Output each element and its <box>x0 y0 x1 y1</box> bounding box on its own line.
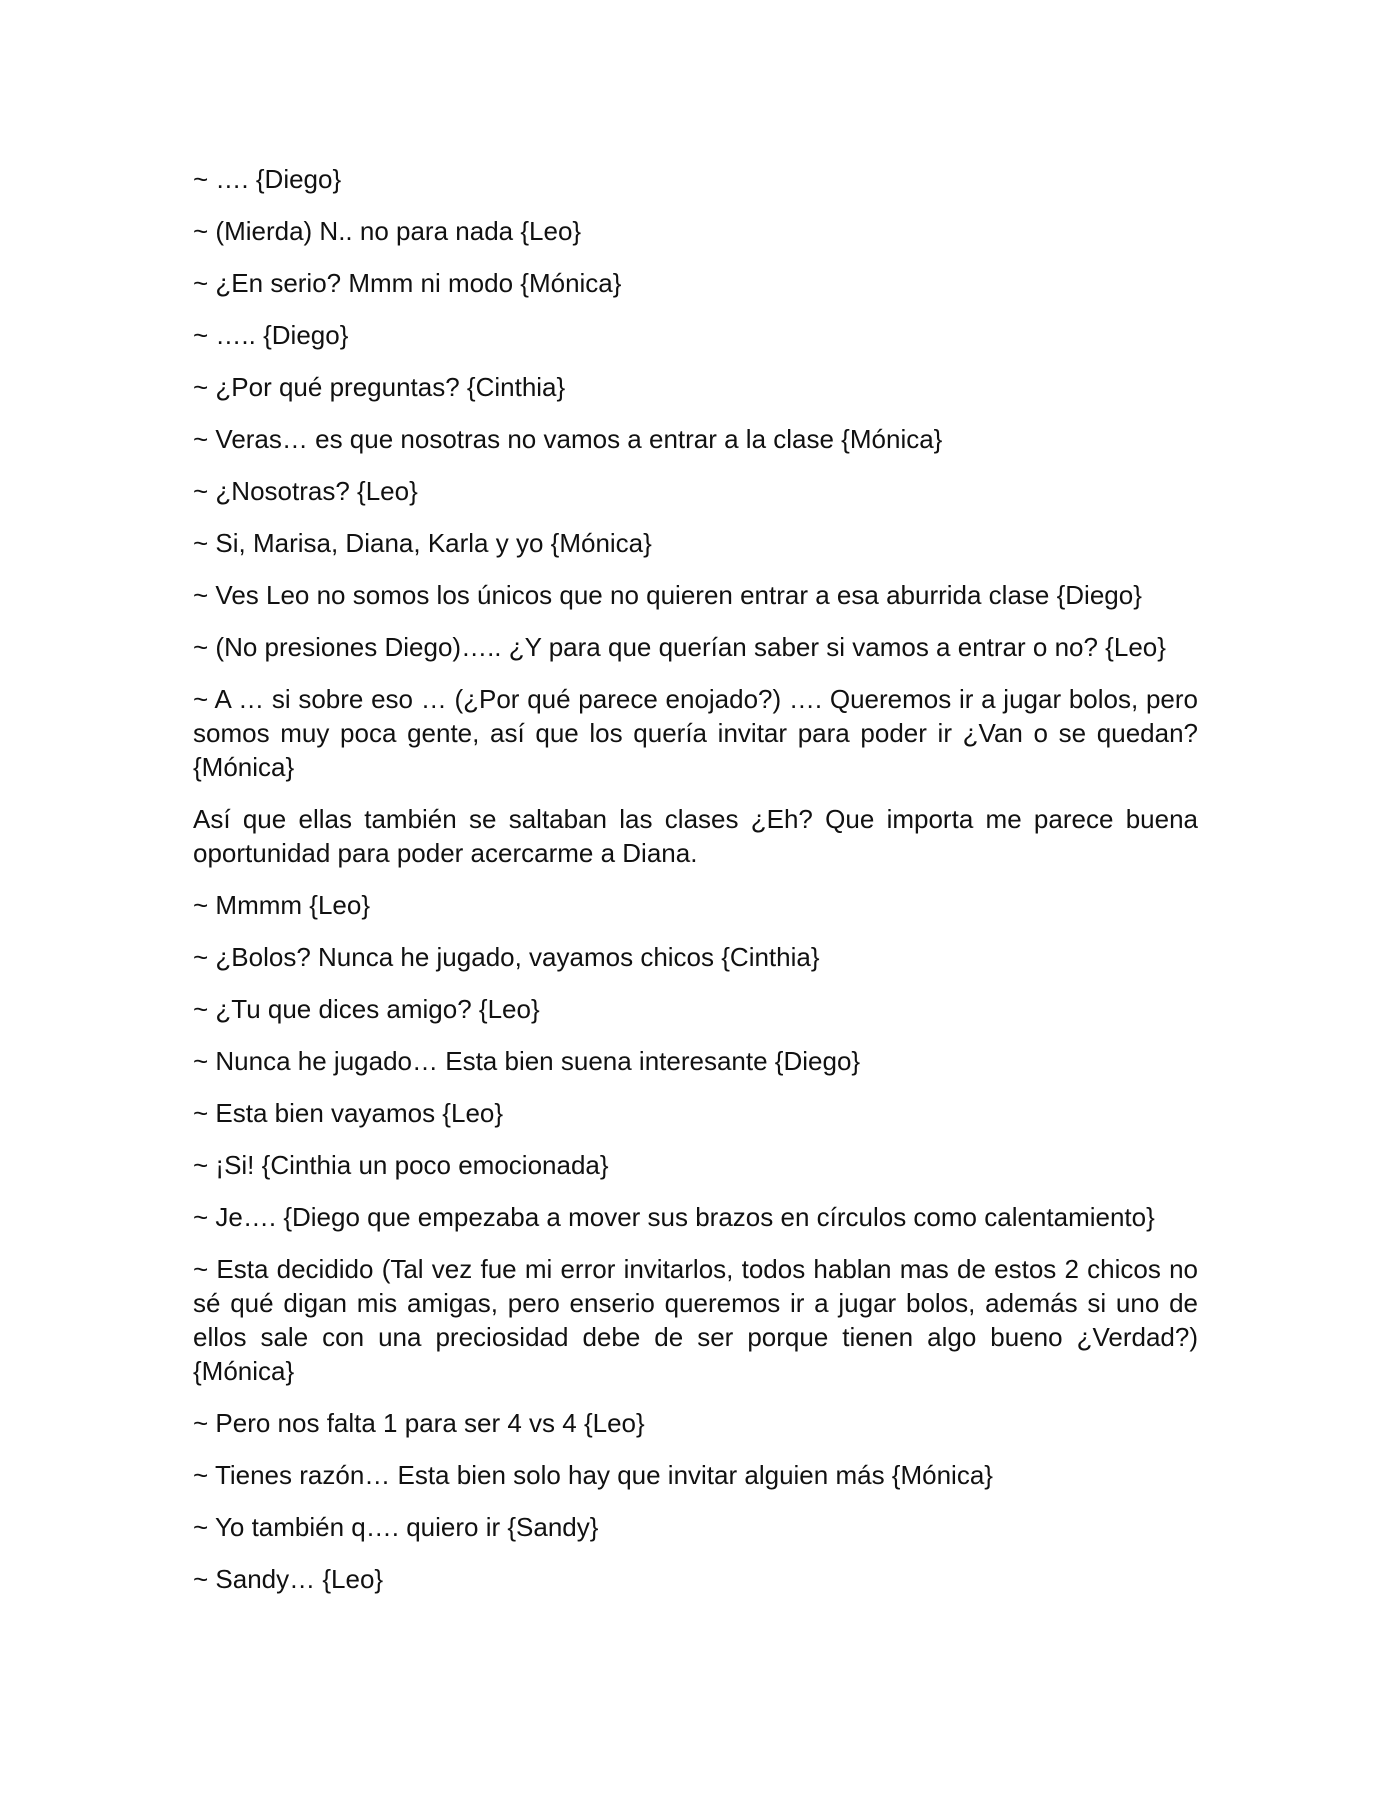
dialogue-line: ~ Mmmm {Leo} <box>193 890 371 920</box>
dialogue-line: ~ Sandy… {Leo} <box>193 1564 384 1594</box>
dialogue-line: ~ (No presiones Diego)….. ¿Y para que querían saber si vamos a entrar o no? {Leo} <box>193 632 1166 662</box>
dialogue-line: ~ ¿Por qué preguntas? {Cinthia} <box>193 372 566 402</box>
dialogue-line: ~ ….. {Diego} <box>193 320 349 350</box>
dialogue-line: ~ Je…. {Diego que empezaba a mover sus brazos en círculos como calentamiento} <box>193 1202 1155 1232</box>
dialogue-line: ~ ¿En serio? Mmm ni modo {Mónica} <box>193 268 622 298</box>
dialogue-line: ~ Pero nos falta 1 para ser 4 vs 4 {Leo} <box>193 1408 645 1438</box>
dialogue-line: ~ ¿Bolos? Nunca he jugado, vayamos chicos {Cinthia} <box>193 942 820 972</box>
dialogue-line: ~ Esta decidido (Tal vez fue mi error invitarlos, todos hablan mas de estos 2 chicos no sé qué digan mis amigas, pero enserio queremos ir a jugar bolos, además si uno de ellos sale con una preciosidad debe de ser porque tienen algo bueno ¿Verdad?) {Mónica} <box>193 1254 1198 1386</box>
dialogue-line: ~ (Mierda) N.. no para nada {Leo} <box>193 216 582 246</box>
dialogue-line: ~ ¿Nosotras? {Leo} <box>193 476 418 506</box>
dialogue-line: ~ Tienes razón… Esta bien solo hay que invitar alguien más {Mónica} <box>193 1460 993 1490</box>
document-page <box>193 162 1198 1614</box>
dialogue-line: ~ ¡Si! {Cinthia un poco emocionada} <box>193 1150 609 1180</box>
dialogue-line: ~ Veras… es que nosotras no vamos a entrar a la clase {Mónica} <box>193 424 943 454</box>
dialogue-line: ~ Nunca he jugado… Esta bien suena interesante {Diego} <box>193 1046 861 1076</box>
narration-paragraph: Así que ellas también se saltaban las clases ¿Eh? Que importa me parece buena oportunidad para poder acercarme a Diana. <box>193 804 1198 868</box>
dialogue-line: ~ Yo también q…. quiero ir {Sandy} <box>193 1512 599 1542</box>
dialogue-line: ~ Ves Leo no somos los únicos que no quieren entrar a esa aburrida clase {Diego} <box>193 580 1142 610</box>
dialogue-line: ~ Si, Marisa, Diana, Karla y yo {Mónica} <box>193 528 652 558</box>
dialogue-line: ~ A … si sobre eso … (¿Por qué parece enojado?) …. Queremos ir a jugar bolos, pero somos muy poca gente, así que los quería invitar para poder ir ¿Van o se quedan? {Mónica} <box>193 684 1198 782</box>
dialogue-line: ~ ¿Tu que dices amigo? {Leo} <box>193 994 540 1024</box>
dialogue-line: ~ …. {Diego} <box>193 164 342 194</box>
dialogue-line: ~ Esta bien vayamos {Leo} <box>193 1098 504 1128</box>
